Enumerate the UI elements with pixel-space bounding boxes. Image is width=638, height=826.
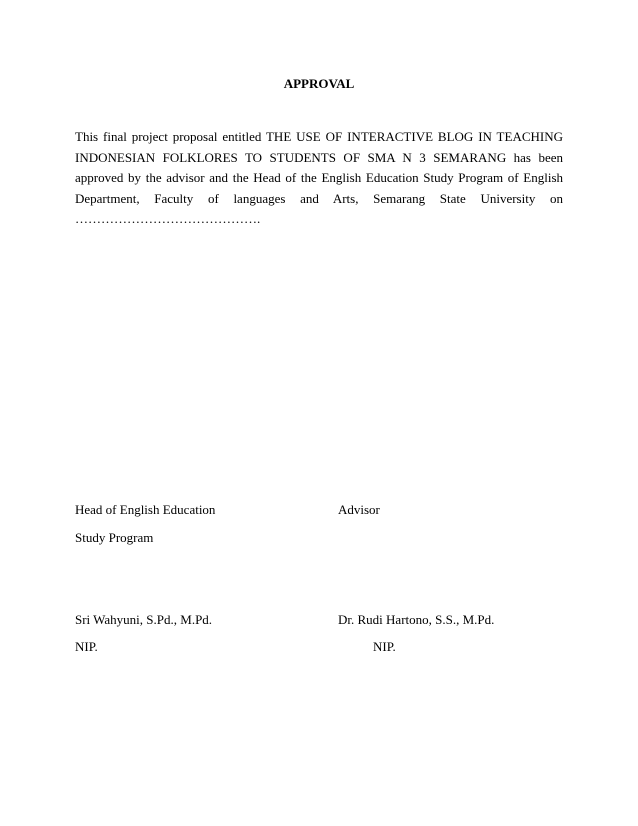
approval-paragraph: This final project proposal entitled THE USE OF INTERACTIVE BLOG IN TEACHING INDONESIAN FOLKLORES TO STUDENTS OF SMA N 3 SEMARANG has been approved by the advisor and the Head of the English Education Study Program of English Department, Faculty of languages and Arts, Semarang State University on ……………………………………. (75, 129, 563, 226)
right-nip: NIP. (373, 639, 396, 654)
left-role-line2: Study Program (75, 530, 154, 545)
right-role-line1: Advisor (338, 502, 380, 517)
left-nip: NIP. (75, 639, 98, 654)
left-role-line1: Head of English Education (75, 502, 216, 517)
right-signatory-name: Dr. Rudi Hartono, S.S., M.Pd. (338, 612, 495, 627)
page-title: APPROVAL (283, 76, 355, 91)
left-signatory-name: Sri Wahyuni, S.Pd., M.Pd. (75, 612, 213, 627)
